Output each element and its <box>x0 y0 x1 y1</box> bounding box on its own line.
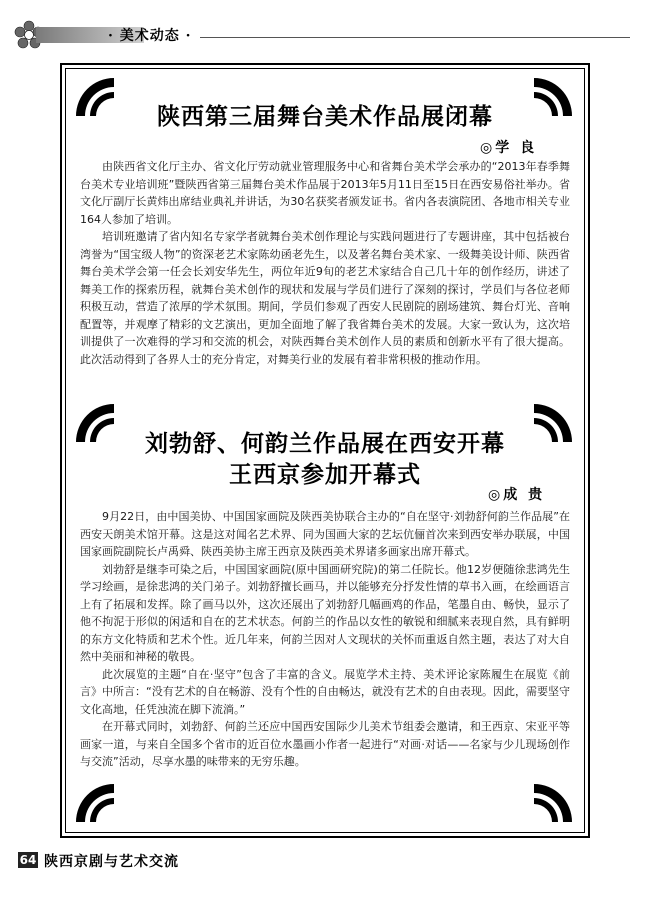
article1-author: ◎学 良 <box>480 140 538 156</box>
article2-paragraph: 在开幕式同时，刘勃舒、何韵兰还应中国西安国际少儿美术节组委会邀请，和王西京、宋亚平等画家一道，与来自全国多个省市的近百位水墨画小作者一起进行“对画·对话——名家与少儿现场创作与交流”活动，尽享水墨的味带来的无穷乐趣。 <box>80 720 570 768</box>
article2-author: ◎成 贵 <box>488 487 546 503</box>
article2-paragraph: 刘勃舒是继李可染之后，中国国家画院(原中国画研究院)的第二任院长。他12岁便随徐悲鸿先生学习绘画，是徐悲鸿的关门弟子。刘勃舒擅长画马，并以能够充分抒发性情的草书入画，在绘画语言上有了拓展和发挥。除了画马以外，这次还展出了刘勃舒几幅画鸡的作品，笔墨自由、畅快，显示了他不拘泥于形似的闲适和自在的艺术状态。何韵兰的作品以女性的敏锐和细腻来表现自然，具有鲜明的东方文化特质和艺术个性。近几年来，何韵兰因对人文现状的关怀而重返自然主题，表达了对大自然中美丽和神秘的敬畏。 <box>80 562 570 663</box>
article2-paragraph: 此次展览的主题“自在·坚守”包含了丰富的含义。展览学术主持、美术评论家陈履生在展览《前言》中所言：“没有艺术的自在畅游、没有个性的自由畅达，就没有艺术的自由表现。因此，需要坚守文化高地，任凭浊流在脚下流淌。” <box>80 667 570 716</box>
page-number: 64 <box>19 853 37 867</box>
article1-title: 陕西第三届舞台美术作品展闭幕 <box>157 104 493 130</box>
article1-paragraph: 由陕西省文化厅主办、省文化厅劳动就业管理服务中心和省舞台美术学会承办的“2013年春季舞台美术专业培训班”暨陕西省第三届舞台美术作品展于2013年5月11日至15日在西安易俗社举办。省文化厅副厅长黄炜出席结业典礼并讲话，为30名获奖者颁发证书。省内各表演院团、各地市相关专业164人参加了培训。 <box>80 160 570 226</box>
section-label: · 美术动态 · <box>108 28 192 44</box>
article2-body <box>80 508 570 771</box>
article1-paragraph: 培训班邀请了省内知名专家学者就舞台美术创作理论与实践问题进行了专题讲座，其中包括被台湾誉为“国宝级人物”的资深老艺术家陈幼函老先生，以及著名舞台美术家、一级舞美设计师、陕西省舞台美术学会第一任会长刘安华先生，两位年近9旬的老艺术家结合自己几十年的创作经历，讲述了舞美工作的探索历程，就舞台美术创作的现状和发展与学员们进行了深刻的探讨，学员们与各位老师积极互动，营造了浓厚的学术氛围。期间，学员们参观了西安人民剧院的剧场建筑、舞台灯光、音响配置等，并观摩了精彩的文艺演出，更加全面地了解了我省舞台美术的发展。大家一致认为，这次培训提供了一次难得的学习和交流的机会，对陕西舞台美术创作人员的素质和创新水平有了很大提高。此次活动得到了各界人士的充分肯定，对舞美行业的发展有着非常积极的推动作用。 <box>80 230 570 366</box>
corner-ornament-bottom-left-icon <box>72 780 118 826</box>
header-rule <box>200 37 630 38</box>
article2-title-line2: 王西京参加开幕式 <box>229 462 421 488</box>
article2-title-line1: 刘勃舒、何韵兰作品展在西安开幕 <box>145 431 505 457</box>
article2-paragraph: 9月22日，由中国美协、中国国家画院及陕西美协联合主办的“自在坚守·刘勃舒何韵兰作品展”在西安天朗美术馆开幕。这是这对闻名艺术界、同为国画大家的艺坛伉俪首次来到西安举办联展，中国国家画院副院长卢禹舜、陕西美协主席王西京及陕西美术界诸多画家出席开幕式。 <box>80 510 570 558</box>
magazine-name: 陕西京剧与艺术交流 <box>44 854 179 870</box>
corner-ornament-bottom-right-icon <box>530 780 576 826</box>
article1-body <box>80 158 570 368</box>
